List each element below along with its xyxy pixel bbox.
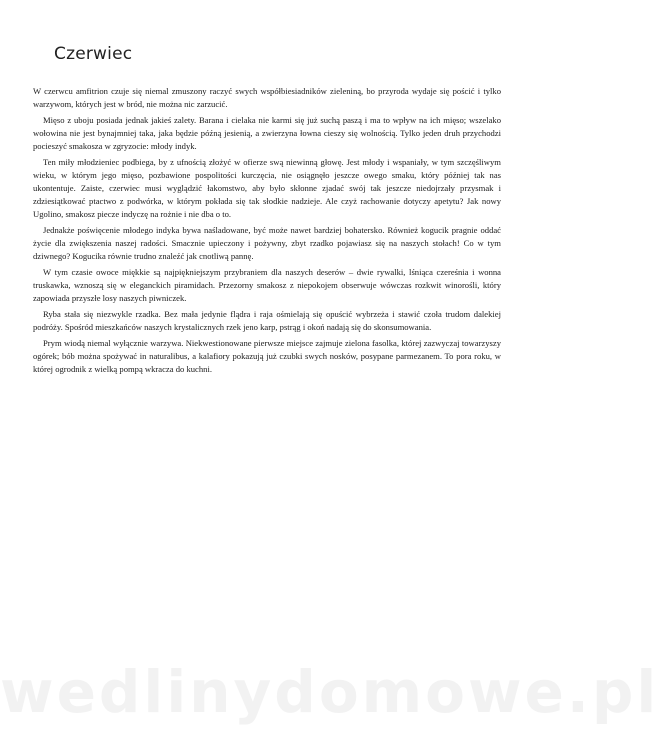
paragraph-1: W czerwcu amfitrion czuje się niemal zmuszony raczyć swych współbiesiadników zieleniną, bo przyroda wydaje się pościć i tylko warzywom, których jest w bród, nie można nic zarzucić. [33,86,501,109]
document-body [33,85,501,379]
paragraph-2: Mięso z uboju posiada jednak jakieś zalety. Barana i cielaka nie karmi się już suchą paszą i ma to wpływ na ich mięso; wszelako wołowina nie jest bynajmniej taka, jaka będzie późną jesienią, a zwierzyna łowna cieszy się wolnością. Tylko jeden druh przychodzi pocieszyć smakosza w zgryzocie: młody indyk. [33,115,501,151]
paragraph-6: Ryba stała się niezwykle rzadka. Bez mała jedynie flądra i raja ośmielają się opuścić wybrzeża i stawić czoła trudom dalekiej podróży. Spośród mieszkańców naszych krystalicznych rzek jeno karp, pstrąg i okoń nadają się do skonsumowania. [33,309,501,332]
paragraph-4: Jednakże poświęcenie młodego indyka bywa naśladowane, być może nawet bardziej bohatersko. Również kogucik pragnie oddać życie dla zwiększenia naszej radości. Smacznie upieczony i pożywny, zbyt rzadko pojawiasz się na naszych stołach! Co w tym dziwnego? Kogucika równie trudno znaleźć jak cnotliwą pannę. [33,225,501,261]
paragraph-3: Ten miły młodzieniec podbiega, by z ufnością złożyć w ofierze swą niewinną głowę. Jest młody i wspaniały, w tym szczęśliwym wieku, w którym jego mięso, pozbawione pospolitości kurczęcia, nie osiągnęło jeszcze owego smaku, który później tak nas ukontentuje. Zaiste, czerwiec musi wyglądzić łakomstwo, aby było skłonne zjadać swój tak jeszcze niedojrzały przysmak i zdziesiątkować ptactwo z podwórka, w którym pokłada się tak słodkie nadzieje. Ale czyż rachowanie dotyczy apetytu? Jak nowy Ugolino, smakosz piecze indyczę na rożnie i nie dba o to. [33,157,501,219]
watermark: wedlinydomowe.pl [0,658,659,726]
page-title: Czerwiec [54,44,133,64]
paragraph-7: Prym wiodą niemal wyłącznie warzywa. Niekwestionowane pierwsze miejsce zajmuje zielona fasolka, której zazwyczaj towarzyszy ogórek; bób można spożywać in naturalibus, a kalafiory pokazują już czubki swych nosków, posypane parmezanem. To pora roku, w której ogrodnik z wielką pompą wkracza do kuchni. [33,338,501,374]
paragraph-5: W tym czasie owoce miękkie są najpiękniejszym przybraniem dla naszych deserów – dwie rywalki, lśniąca czereśnia i wonna truskawka, wznoszą się w eleganckich piramidach. Przezorny smakosz z niepokojem obserwuje wówczas rozkwit winorośli, który zapowiada przyszłe losy naszych piwniczek. [33,267,501,303]
